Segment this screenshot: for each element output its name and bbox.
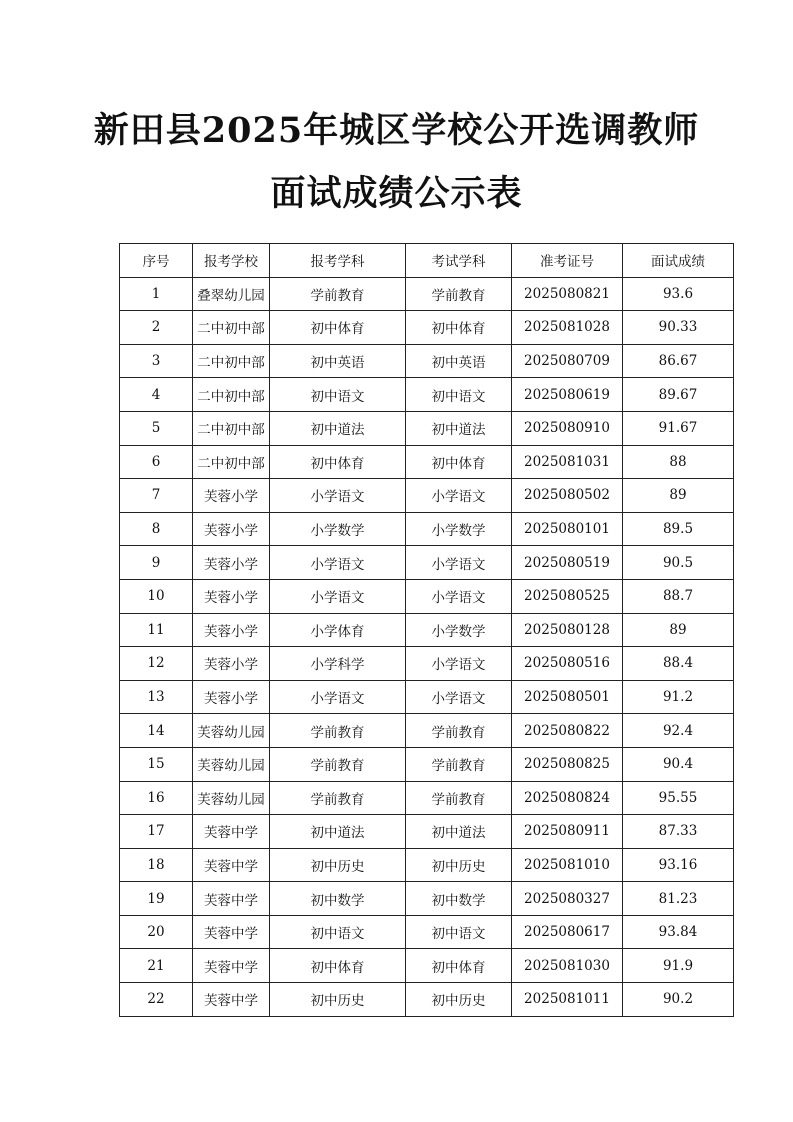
cell-applied-subject: 初中英语 (270, 344, 406, 378)
table-row (120, 546, 734, 580)
cell-ticket-number: 2025080525 (512, 579, 623, 613)
cell-ticket-number: 2025081031 (512, 445, 623, 479)
cell-ticket-number: 2025080821 (512, 277, 623, 311)
cell-index: 12 (120, 647, 193, 681)
table-row (120, 882, 734, 916)
cell-exam-subject: 学前教育 (406, 714, 512, 748)
table-row (120, 512, 734, 546)
table-row (120, 311, 734, 345)
cell-interview-score: 89.5 (623, 512, 734, 546)
cell-interview-score: 93.6 (623, 277, 734, 311)
cell-index: 2 (120, 311, 193, 345)
cell-school: 芙蓉幼儿园 (193, 714, 270, 748)
cell-index: 20 (120, 915, 193, 949)
cell-ticket-number: 2025080327 (512, 882, 623, 916)
table-row (120, 277, 734, 311)
cell-school: 芙蓉小学 (193, 613, 270, 647)
header-ticket-number: 准考证号 (512, 244, 623, 278)
cell-exam-subject: 初中数学 (406, 882, 512, 916)
table-row (120, 714, 734, 748)
cell-ticket-number: 2025080502 (512, 479, 623, 513)
cell-ticket-number: 2025081030 (512, 949, 623, 983)
table-row (120, 479, 734, 513)
cell-ticket-number: 2025080825 (512, 747, 623, 781)
cell-applied-subject: 初中语文 (270, 915, 406, 949)
cell-interview-score: 91.2 (623, 680, 734, 714)
cell-school: 芙蓉中学 (193, 882, 270, 916)
cell-index: 18 (120, 848, 193, 882)
cell-interview-score: 90.5 (623, 546, 734, 580)
cell-ticket-number: 2025080519 (512, 546, 623, 580)
cell-interview-score: 91.9 (623, 949, 734, 983)
cell-ticket-number: 2025080709 (512, 344, 623, 378)
cell-ticket-number: 2025080910 (512, 411, 623, 445)
cell-ticket-number: 2025080617 (512, 915, 623, 949)
cell-applied-subject: 小学语文 (270, 546, 406, 580)
cell-interview-score: 81.23 (623, 882, 734, 916)
cell-interview-score: 89 (623, 479, 734, 513)
cell-ticket-number: 2025080619 (512, 378, 623, 412)
cell-ticket-number: 2025081011 (512, 983, 623, 1017)
cell-index: 8 (120, 512, 193, 546)
cell-interview-score: 90.2 (623, 983, 734, 1017)
cell-exam-subject: 初中英语 (406, 344, 512, 378)
cell-interview-score: 95.55 (623, 781, 734, 815)
cell-interview-score: 91.67 (623, 411, 734, 445)
cell-applied-subject: 学前教育 (270, 714, 406, 748)
cell-index: 6 (120, 445, 193, 479)
table-row (120, 378, 734, 412)
cell-index: 15 (120, 747, 193, 781)
cell-school: 芙蓉中学 (193, 949, 270, 983)
cell-school: 芙蓉中学 (193, 915, 270, 949)
page-title-line-2: 面试成绩公示表 (270, 173, 523, 214)
cell-ticket-number: 2025080824 (512, 781, 623, 815)
cell-exam-subject: 小学语文 (406, 579, 512, 613)
cell-index: 3 (120, 344, 193, 378)
cell-ticket-number: 2025080822 (512, 714, 623, 748)
cell-interview-score: 93.16 (623, 848, 734, 882)
cell-index: 13 (120, 680, 193, 714)
cell-school: 芙蓉小学 (193, 579, 270, 613)
cell-school: 芙蓉小学 (193, 546, 270, 580)
cell-ticket-number: 2025081010 (512, 848, 623, 882)
cell-interview-score: 87.33 (623, 815, 734, 849)
cell-applied-subject: 小学语文 (270, 680, 406, 714)
cell-exam-subject: 小学语文 (406, 546, 512, 580)
cell-school: 芙蓉小学 (193, 647, 270, 681)
cell-exam-subject: 初中语文 (406, 378, 512, 412)
cell-exam-subject: 初中体育 (406, 949, 512, 983)
cell-school: 二中初中部 (193, 311, 270, 345)
cell-ticket-number: 2025080911 (512, 815, 623, 849)
cell-applied-subject: 学前教育 (270, 277, 406, 311)
cell-exam-subject: 初中道法 (406, 815, 512, 849)
cell-school: 芙蓉幼儿园 (193, 747, 270, 781)
table-row (120, 781, 734, 815)
cell-school: 叠翠幼儿园 (193, 277, 270, 311)
cell-school: 芙蓉幼儿园 (193, 781, 270, 815)
table-row (120, 747, 734, 781)
cell-index: 17 (120, 815, 193, 849)
cell-interview-score: 88 (623, 445, 734, 479)
cell-applied-subject: 学前教育 (270, 747, 406, 781)
cell-index: 9 (120, 546, 193, 580)
cell-exam-subject: 学前教育 (406, 747, 512, 781)
cell-index: 16 (120, 781, 193, 815)
cell-applied-subject: 初中历史 (270, 983, 406, 1017)
cell-school: 二中初中部 (193, 445, 270, 479)
cell-index: 7 (120, 479, 193, 513)
cell-applied-subject: 小学语文 (270, 579, 406, 613)
score-table (119, 243, 734, 1017)
cell-interview-score: 89.67 (623, 378, 734, 412)
cell-applied-subject: 初中体育 (270, 311, 406, 345)
cell-ticket-number: 2025081028 (512, 311, 623, 345)
cell-index: 21 (120, 949, 193, 983)
cell-applied-subject: 小学体育 (270, 613, 406, 647)
header-school: 报考学校 (193, 244, 270, 278)
cell-school: 二中初中部 (193, 378, 270, 412)
cell-exam-subject: 学前教育 (406, 781, 512, 815)
cell-school: 芙蓉中学 (193, 815, 270, 849)
cell-ticket-number: 2025080101 (512, 512, 623, 546)
cell-applied-subject: 小学数学 (270, 512, 406, 546)
table-row (120, 647, 734, 681)
table-row (120, 445, 734, 479)
cell-ticket-number: 2025080128 (512, 613, 623, 647)
cell-exam-subject: 初中语文 (406, 915, 512, 949)
cell-exam-subject: 初中体育 (406, 445, 512, 479)
cell-index: 22 (120, 983, 193, 1017)
cell-school: 二中初中部 (193, 411, 270, 445)
cell-applied-subject: 初中体育 (270, 445, 406, 479)
cell-school: 芙蓉中学 (193, 983, 270, 1017)
cell-interview-score: 90.33 (623, 311, 734, 345)
cell-index: 1 (120, 277, 193, 311)
cell-interview-score: 86.67 (623, 344, 734, 378)
cell-index: 5 (120, 411, 193, 445)
cell-school: 芙蓉中学 (193, 848, 270, 882)
cell-exam-subject: 小学语文 (406, 479, 512, 513)
cell-applied-subject: 初中语文 (270, 378, 406, 412)
cell-school: 芙蓉小学 (193, 479, 270, 513)
cell-index: 4 (120, 378, 193, 412)
table-row (120, 949, 734, 983)
page-title-line-1: 新田县2025年城区学校公开选调教师 (93, 110, 700, 151)
cell-exam-subject: 初中道法 (406, 411, 512, 445)
table-row (120, 915, 734, 949)
cell-interview-score: 89 (623, 613, 734, 647)
cell-ticket-number: 2025080516 (512, 647, 623, 681)
cell-applied-subject: 学前教育 (270, 781, 406, 815)
cell-exam-subject: 小学语文 (406, 680, 512, 714)
table-header-row (120, 244, 734, 278)
table-row (120, 579, 734, 613)
header-index: 序号 (120, 244, 193, 278)
cell-exam-subject: 小学语文 (406, 647, 512, 681)
cell-applied-subject: 初中数学 (270, 882, 406, 916)
cell-exam-subject: 学前教育 (406, 277, 512, 311)
cell-index: 19 (120, 882, 193, 916)
header-applied-subject: 报考学科 (270, 244, 406, 278)
cell-interview-score: 92.4 (623, 714, 734, 748)
cell-applied-subject: 初中历史 (270, 848, 406, 882)
table-row (120, 680, 734, 714)
cell-school: 芙蓉小学 (193, 680, 270, 714)
cell-applied-subject: 初中道法 (270, 815, 406, 849)
cell-exam-subject: 初中体育 (406, 311, 512, 345)
cell-exam-subject: 初中历史 (406, 983, 512, 1017)
cell-index: 11 (120, 613, 193, 647)
cell-school: 芙蓉小学 (193, 512, 270, 546)
table-row (120, 344, 734, 378)
cell-interview-score: 93.84 (623, 915, 734, 949)
cell-applied-subject: 小学科学 (270, 647, 406, 681)
cell-applied-subject: 初中体育 (270, 949, 406, 983)
table-body (120, 277, 734, 1016)
cell-interview-score: 90.4 (623, 747, 734, 781)
cell-exam-subject: 小学数学 (406, 512, 512, 546)
cell-ticket-number: 2025080501 (512, 680, 623, 714)
cell-exam-subject: 初中历史 (406, 848, 512, 882)
cell-interview-score: 88.4 (623, 647, 734, 681)
table-row (120, 848, 734, 882)
cell-applied-subject: 小学语文 (270, 479, 406, 513)
cell-index: 14 (120, 714, 193, 748)
table-row (120, 613, 734, 647)
cell-applied-subject: 初中道法 (270, 411, 406, 445)
table-row (120, 983, 734, 1017)
cell-exam-subject: 小学数学 (406, 613, 512, 647)
table-row (120, 411, 734, 445)
cell-interview-score: 88.7 (623, 579, 734, 613)
cell-school: 二中初中部 (193, 344, 270, 378)
header-exam-subject: 考试学科 (406, 244, 512, 278)
header-interview-score: 面试成绩 (623, 244, 734, 278)
table-row (120, 815, 734, 849)
cell-index: 10 (120, 579, 193, 613)
